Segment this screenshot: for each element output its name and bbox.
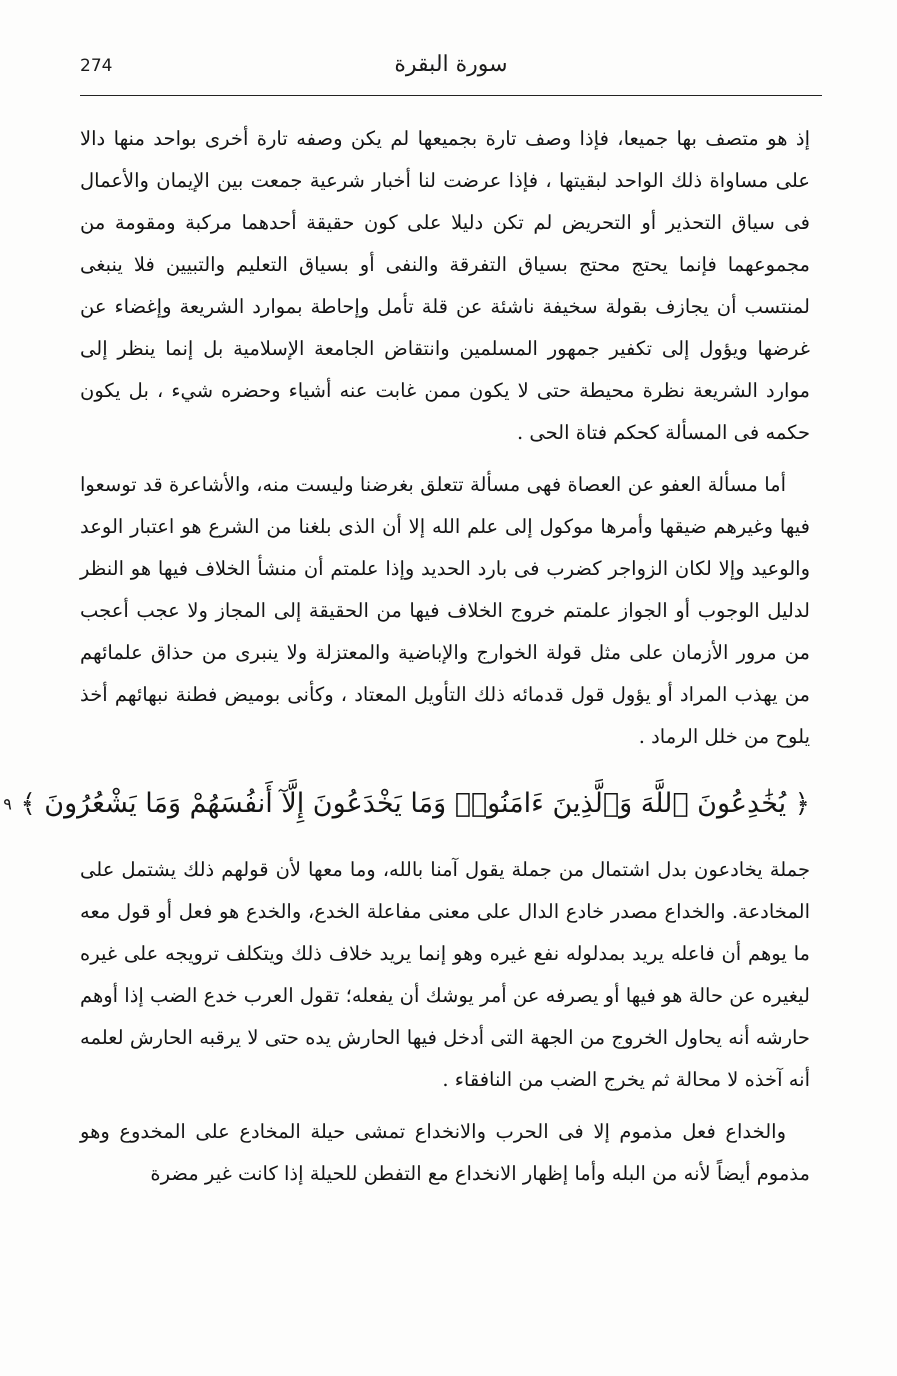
verse-text: يُخَٰدِعُونَ ٱللَّهَ وَٱلَّذِينَ ءَامَنُوا۟ وَمَا يَخْدَعُونَ إِلَّآ أَنفُسَهُمْ وَمَا يَشْعُرُونَ <box>44 788 787 819</box>
quran-verse <box>3 774 810 835</box>
paragraph: إذ هو متصف بها جميعا، فإذا وصف تارة بجميعها لم يكن وصفه تارة أخرى بواحد منها دالا على مساواة ذلك الواحد لبقيتها ، فإذا عرضت لنا أخبار شرعية جمعت بين الإيمان والأعمال فى سياق التحذير أو التحريض لم تكن دليلا على كون حقيقة أحدهما مركبة ومقومة من مجموعهما فإنما يحتج محتج بسياق التفرقة والنفى أو بسياق التعليم والتبيين فلا ينبغى لمنتسب أن يجازف بقولة سخيفة ناشئة عن قلة تأمل وإحاطة بموارد الشريعة وإغضاء عن غرضها ويؤول إلى تكفير جمهور المسلمين وانتقاض الجامعة الإسلامية بل إنما ينظر إلى موارد الشريعة نظرة محيطة حتى لا يكون ممن غابت عنه أشياء وحضره شيء ، بل يكون حكمه فى المسألة كحكم فتاة الحى . <box>80 127 810 444</box>
page-number: 274 <box>80 56 113 76</box>
verse-open-bracket: ﴿ <box>794 789 810 819</box>
verse-close-bracket: ﴾ <box>20 789 36 819</box>
paragraph: جملة يخادعون بدل اشتمال من جملة يقول آمنا بالله، وما معها لأن قولهم ذلك يشتمل على المخادعة. والخداع مصدر خادع الدال على معنى مفاعلة الخدع، والخدع هو فعل أو قول معه ما يوهم أن فاعله يريد بمدلوله نفع غيره وهو إنما يريد خلاف ذلك ويتكلف ترويجه على غيره ليغيره عن حالة هو فيها أو يصرفه عن أمر يوشك أن يفعله؛ تقول العرب خدع الضب إذا أوهم حارشه أنه يحاول الخروج من الجهة التى أدخل فيها الحارش يده حتى لا يرقبه الحارش لعلمه أنه آخذه لا محالة ثم يخرج الضب من النافقاء . <box>80 857 810 1091</box>
header-divider <box>80 95 822 96</box>
page-body <box>3 118 810 1195</box>
paragraph: أما مسألة العفو عن العصاة فهى مسألة تتعلق بغرضنا وليست منه، والأشاعرة قد توسعوا فيها وغيرهم ضيقها وأمرها موكول إلى علم الله إلا أن الذى بلغنا من الشرع هو اعتبار الوعد والوعيد وإلا لكان الزواجر كضرب فى بارد الحديد وإذا علمتم أن منشأ الخلاف فيها هو النظر لدليل الوجوب أو الجواز علمتم خروج الخلاف فيها من الحقيقة إلى المجاز ولا عجب أعجب من مرور الأزمان على مثل قولة الخوارج والإباضية والمعتزلة ولا ينبرى من حذاق علمائهم من يهذب المراد أو يؤول قول قدمائه ذلك التأويل المعتاد ، وكأنى بوميض فطنة نبهائهم أخذ يلوح من خلل الرماد . <box>80 473 810 748</box>
paragraph: والخداع فعل مذموم إلا فى الحرب والانخداع تمشى حيلة المخادع على المخدوع وهو مذموم أيضاً لأنه من البله وأما إظهار الانخداع مع التفطن للحيلة إذا كانت غير مضرة <box>80 1119 810 1185</box>
surah-title: سورة البقرة <box>394 52 508 77</box>
page-header <box>80 52 822 94</box>
verse-number: ٩ <box>3 794 12 814</box>
